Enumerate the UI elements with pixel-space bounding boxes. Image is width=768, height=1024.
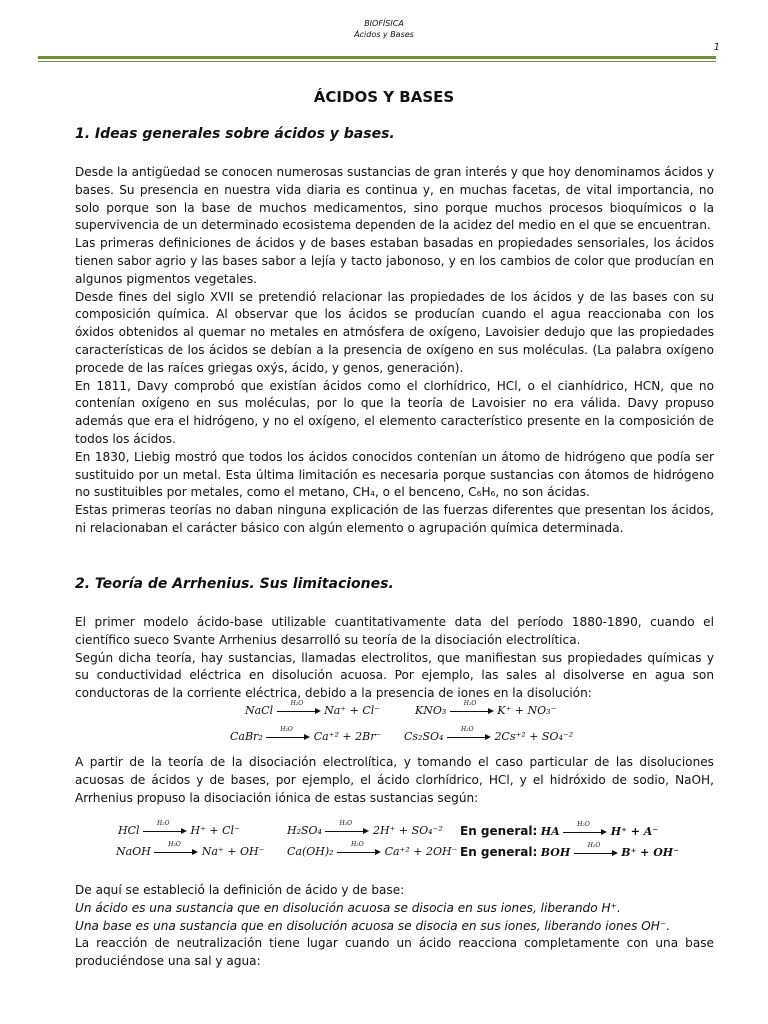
eq-right: K⁺ + NO₃⁻ (497, 704, 557, 717)
section-1-body (75, 164, 714, 538)
running-header (0, 18, 768, 40)
equation-hcl (118, 820, 240, 837)
s2-paragraph-2: Según dicha teoría, hay sustancias, llamadas electrolitos, que manifiestan sus propiedades químicas y su conductividad eléctrica en disolución acuosa. Por ejemplo, las sales al disolverse en agua son conductoras de la corriente eléctrica, debido a la presencia de iones en la disolución: (75, 650, 714, 701)
arrow-icon: H₂O (450, 706, 494, 716)
eq-left: H₂SO₄ (287, 824, 322, 837)
s2-paragraph-3: A partir de la teoría de la disociación electrolítica, y tomando el caso particular de las disoluciones acuosas de ácidos y de bases, por ejemplo, el ácido clorhídrico, HCl, y el hidróxido de sodio, NaOH, Arrhenius propuso la disociación iónica de estas sustancias según: (75, 755, 714, 805)
equation-cabr2 (230, 726, 382, 743)
arrow-icon: H₂O (154, 847, 198, 857)
arrow-icon: H₂O (447, 732, 491, 742)
eq-right: Na⁺ + OH⁻ (201, 845, 265, 858)
eq-right: Ca⁺² + 2OH⁻ (384, 845, 458, 858)
eq-left: CaBr₂ (230, 730, 263, 743)
arrow-icon: H₂O (325, 826, 369, 836)
eq-left: KNO₃ (415, 704, 447, 717)
eq-left: Cs₂SO₄ (404, 730, 444, 743)
neutralization-text: La reacción de neutralización tiene lugar cuando un ácido reacciona completamente con una base produciéndose una sal y agua: (75, 936, 714, 969)
header-topic: Ácidos y Bases (354, 30, 414, 39)
page-number: 1 (713, 42, 720, 53)
section-2-body (75, 614, 714, 703)
equation-naoh (116, 841, 265, 858)
eq-left: HCl (118, 824, 140, 837)
header-course: BIOFÍSICA (364, 19, 404, 28)
definitions-intro: De aquí se estableció la definición de ácido y de base: (75, 883, 405, 897)
equation-h2so4 (287, 820, 443, 837)
base-definition: Una base es una sustancia que en disolución acuosa se disocia en sus iones, liberando iones OH⁻. (75, 918, 671, 933)
document-title: ÁCIDOS Y BASES (313, 88, 455, 106)
s1-paragraph-5: En 1830, Liebig mostró que todos los ácidos conocidos contenían un átomo de hidrógeno que podía ser sustituido por un metal. Esta última limitación es necesaria porque sustancias con átomos de hidrógeno no sustituibles por metales, como el metano, CH₄, o el benceno, C₆H₆, no son ácidas. (75, 449, 714, 500)
s1-paragraph-1: Desde la antigüedad se conocen numerosas sustancias de gran interés y que hoy denominamos ácidos y bases. Su presencia en nuestra vida diaria es continua y, en muchas facetas, de vital importancia, no solo porque son la base de muchos medicamentos, sino porque muchos procesos bioquímicos o la supervivencia de un determinado ecosistema dependen de la acidez del medio en el que se encuentran. (75, 165, 714, 233)
equation-caoh2 (287, 841, 458, 858)
eq-right: H⁺ + Cl⁻ (190, 824, 240, 837)
section-1-heading: 1. Ideas generales sobre ácidos y bases. (75, 126, 395, 142)
arrow-icon: H₂O (563, 827, 607, 837)
equation-kno3 (415, 700, 557, 717)
section-2-body-cont (75, 754, 714, 807)
header-rule-thin (38, 61, 716, 62)
eq-right: 2Cs⁺² + SO₄⁻² (494, 730, 574, 743)
s1-paragraph-3: Desde fines del siglo XVII se pretendió relacionar las propiedades de los ácidos y de las bases con su composición química. Al observar que los ácidos se producían cuando el agua reaccionaba con los óxidos obtenidos al quemar no metales en atmósfera de oxígeno, Lavoisier dedujo que las propiedades características de los ácidos se debían a la presencia de oxígeno en sus moléculas. (La palabra oxígeno procede de las raíces griegas oxýs, ácido, y genos, generación). (75, 289, 714, 375)
in-general-label: En general: (460, 845, 538, 859)
eq-left: NaOH (116, 845, 151, 858)
acid-definition: Un ácido es una sustancia que en disolución acuosa se disocia en sus iones, liberando H⁺. (75, 900, 621, 915)
eq-right: B⁺ + OH⁻ (621, 846, 680, 859)
header-rule-thick (38, 56, 716, 59)
equation-cs2so4 (404, 726, 574, 743)
s2-paragraph-1: El primer modelo ácido-base utilizable cuantitativamente data del período 1880-1890, cuando el científico sueco Svante Arrhenius desarrolló su teoría de la disociación electrolítica. (75, 615, 714, 647)
s1-paragraph-2: Las primeras definiciones de ácidos y de bases estaban basadas en propiedades sensoriales, los ácidos tienen sabor agrio y las bases sabor a lejía y tacto jabonoso, y en los cambios de color que producían en algunos pigmentos vegetales. (75, 236, 714, 286)
arrow-icon: H₂O (266, 732, 310, 742)
eq-left: BOH (540, 846, 571, 859)
definitions-block (75, 882, 714, 971)
in-general-label: En general: (460, 824, 538, 838)
arrow-icon: H₂O (143, 826, 187, 836)
eq-right: Ca⁺² + 2Br⁻ (313, 730, 382, 743)
arrow-icon: H₂O (574, 848, 618, 858)
section-2-heading: 2. Teoría de Arrhenius. Sus limitaciones. (75, 576, 394, 592)
eq-left: NaCl (245, 704, 274, 717)
equation-acid-general (460, 821, 659, 838)
arrow-icon: H₂O (337, 847, 381, 857)
eq-right: 2H⁺ + SO₄⁻² (372, 824, 443, 837)
s1-paragraph-4: En 1811, Davy comprobó que existían ácidos como el clorhídrico, HCl, o el cianhídrico, HCN, que no contenían oxígeno en sus moléculas, por lo que la teoría de Lavoisier no era válida. Davy propuso además que era el hidrógeno, y no el oxígeno, el elemento característico presente en la composición de todos los ácidos. (75, 378, 714, 446)
equation-base-general (460, 842, 680, 859)
eq-right: H⁺ + A⁻ (610, 825, 659, 838)
eq-right: Na⁺ + Cl⁻ (324, 704, 381, 717)
eq-left: Ca(OH)₂ (287, 845, 334, 858)
eq-left: HA (540, 825, 560, 838)
equation-nacl (245, 700, 381, 717)
arrow-icon: H₂O (277, 706, 321, 716)
s1-paragraph-6: Estas primeras teorías no daban ninguna explicación de las fuerzas diferentes que presentan los ácidos, ni relacionaban el carácter básico con algún elemento o agrupación química determinada. (75, 503, 714, 535)
